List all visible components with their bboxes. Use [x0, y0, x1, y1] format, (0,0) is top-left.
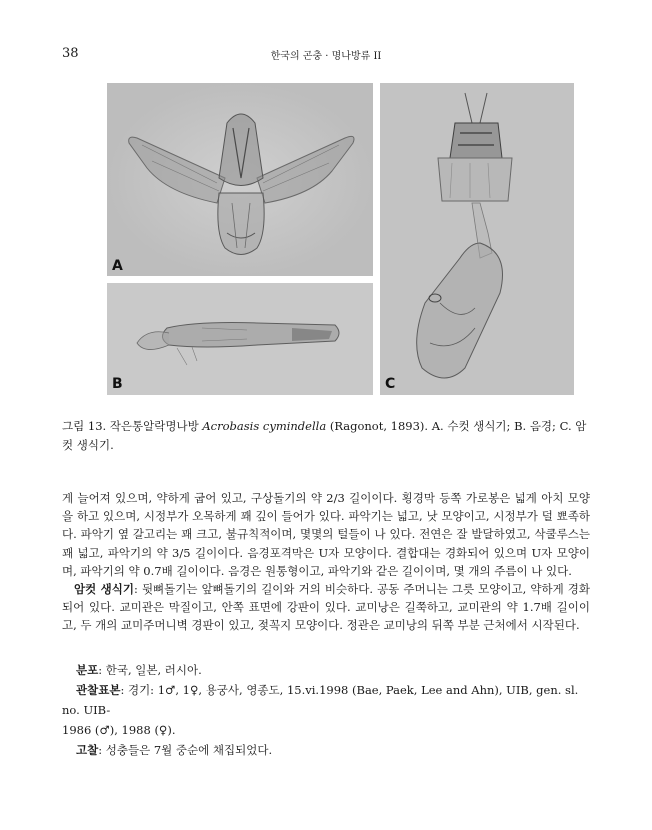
female-genitalia-image	[380, 83, 574, 395]
caption-prefix: 그림 13. 작은통알락명나방	[62, 419, 203, 433]
description-text	[62, 489, 590, 635]
caption-suffix: (Ragonot, 1893). A. 수컷 생식기; B. 음경; C. 암컷 생식기.	[62, 419, 587, 452]
plate-a-male-genitalia	[107, 83, 373, 276]
plate-b-aedeagus	[107, 283, 373, 395]
specimen-info	[62, 660, 590, 760]
figure-caption	[62, 417, 590, 455]
aedeagus-image	[107, 283, 373, 395]
distribution-text: : 한국, 일본, 러시아.	[98, 663, 202, 677]
plate-label-a: A	[112, 258, 123, 274]
female-genitalia-text: : 뒷뼈돌기는 앞뼈돌기의 길이와 거의 비슷하다. 공동 주머니는 그릇 모양이고, 약하게 경화되어 있다. 교미관은 막질이고, 안쪽 표면에 강판이 있다. 교미낭은 길쭉하고, 교미관의 약 1.7배 길이이고, 두 개의 교미주머니벽 경판이 있고, 젖꼭지 모양이다. 정관은 교미낭의 뒤쪽 부분 근처에서 시작된다.	[62, 582, 590, 633]
plate-label-b: B	[112, 376, 123, 392]
caption-species-name: Acrobasis cymindella	[202, 419, 327, 433]
material-line	[62, 680, 590, 720]
plate-c-female-genitalia	[380, 83, 574, 395]
plate-label-c: C	[385, 376, 396, 392]
material-heading: 관찰표본	[76, 683, 121, 697]
remarks-heading: 고찰	[76, 743, 99, 757]
distribution-heading: 분포	[76, 663, 99, 677]
material-text-line2: 1986 (♂), 1988 (♀).	[62, 723, 176, 737]
page-number: 38	[62, 46, 79, 61]
male-genitalia-image	[107, 83, 373, 276]
female-genitalia-heading: 암컷 생식기	[74, 582, 134, 597]
remarks-text: : 성충들은 7월 중순에 채집되었다.	[98, 743, 273, 757]
remarks-line	[62, 740, 590, 760]
male-genitalia-paragraph: 게 늘어져 있으며, 약하게 굽어 있고, 구상돌기의 약 2/3 길이이다. 횡경막 등쪽 가로봉은 넓게 아치 모양을 하고 있으며, 시정부가 오목하게 꽤 깊이 들어가 있다. 파악기는 넓고, 낫 모양이고, 시정부가 덜 뾰족하다. 파악기 옆 갈고리는 꽤 크고, 불규칙적이며, 몇몇의 털들이 나 있다. 전연은 잘 발달하였고, 삭쿨루스는 꽤 넓고, 파악기의 약 3/5 길이이다. 음경포격막은 U자 모양이다. 결합대는 경화되어 있으며 U자 모양이며, 파악기의 약 0.7배 길이이다. 음경은 원통형이고, 파악기와 같은 길이이며, 몇 개의 주름이 나 있다.	[62, 491, 590, 578]
female-genitalia-paragraph	[62, 580, 590, 635]
running-title: 한국의 곤충 · 명나방류 II	[270, 51, 382, 62]
material-text-line1: : 경기: 1♂, 1♀, 용궁사, 영종도, 15.vi.1998 (Bae, Paek, Lee and Ahn), UIB, gen. sl. no. UIB-	[62, 683, 579, 717]
distribution-line	[62, 660, 590, 680]
